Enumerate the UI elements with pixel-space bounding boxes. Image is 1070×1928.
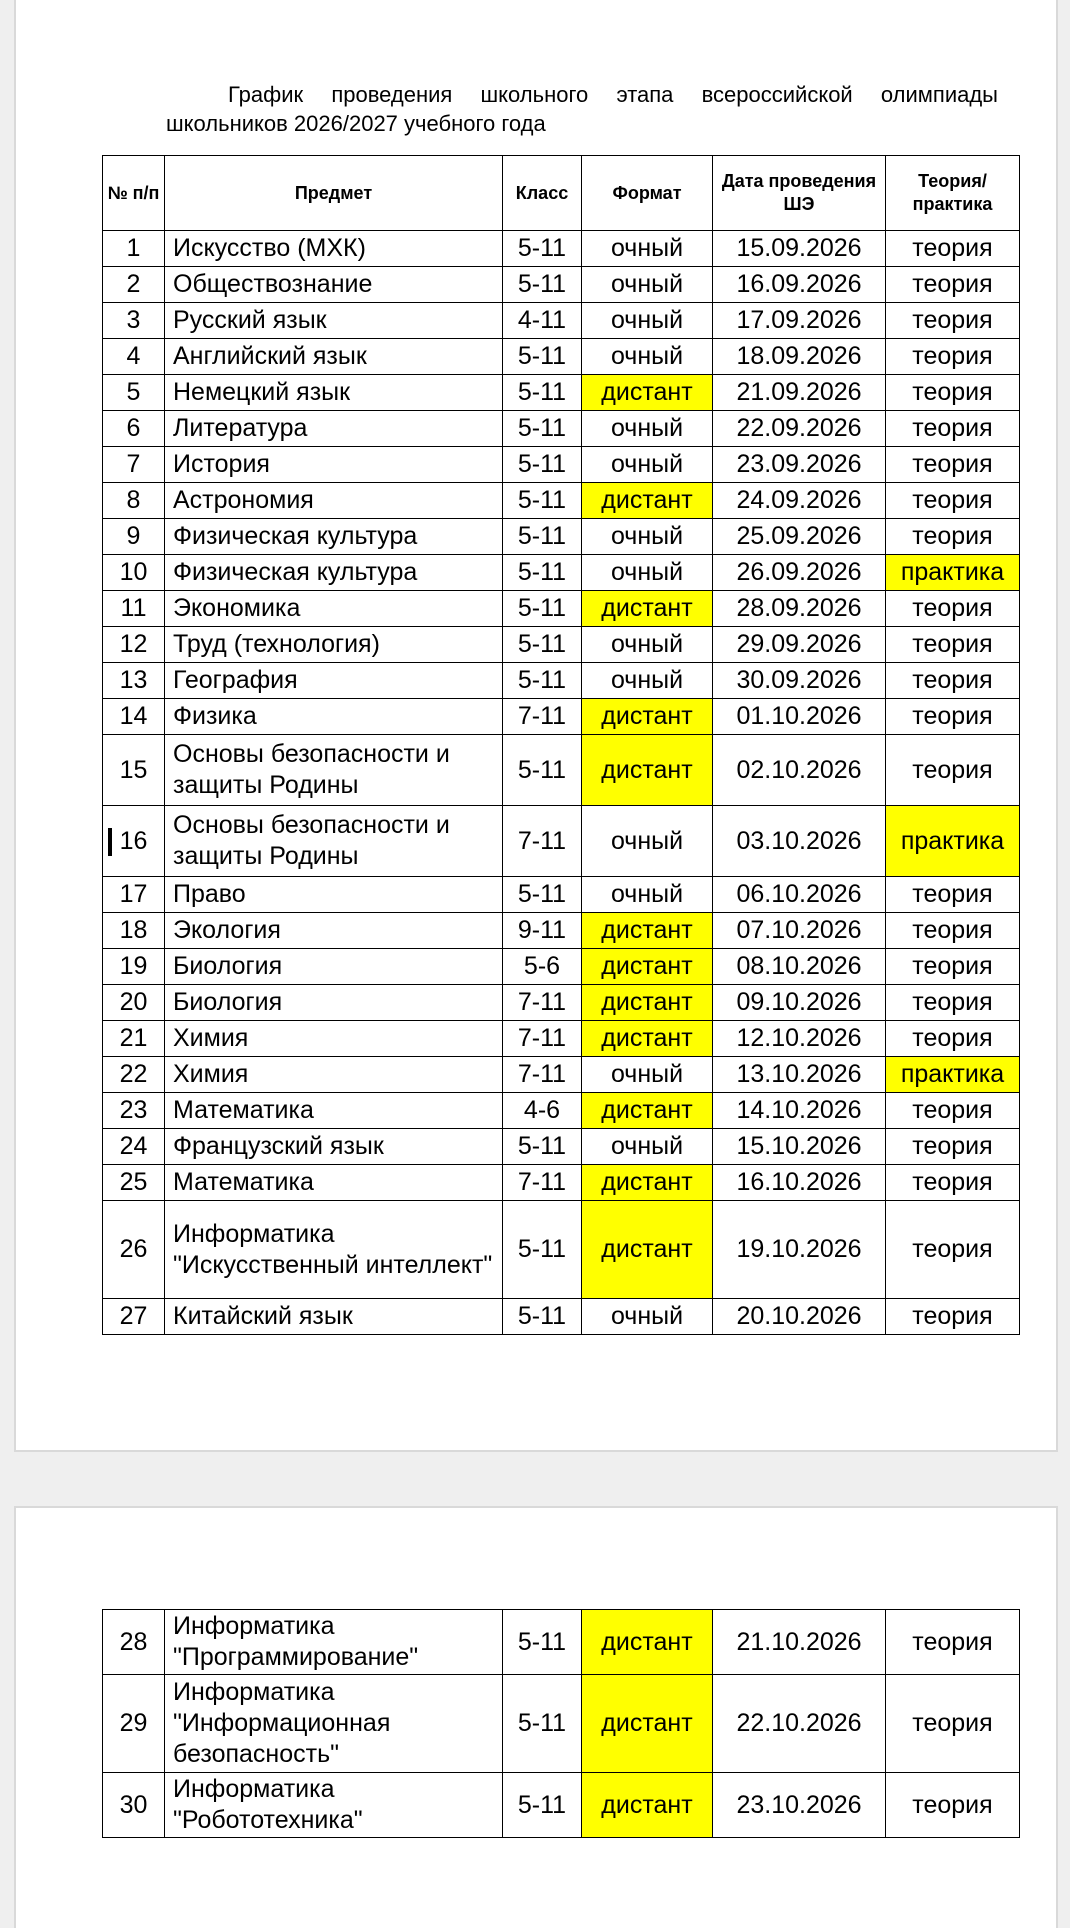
cell-date: 03.10.2026 — [713, 806, 886, 877]
cell-type: теория — [886, 1093, 1020, 1129]
cell-subject: Информатика "Искусственный интеллект" — [165, 1201, 503, 1299]
cell-format: очный — [582, 877, 713, 913]
cell-num: 6 — [103, 411, 165, 447]
cell-subject: Основы безопасности и защиты Родины — [165, 735, 503, 806]
cell-grade: 7-11 — [503, 806, 582, 877]
cell-format: очный — [582, 231, 713, 267]
table-body — [103, 1610, 1020, 1838]
cell-date: 01.10.2026 — [713, 699, 886, 735]
cell-format: очный — [582, 1299, 713, 1335]
table-row — [103, 1675, 1020, 1773]
cell-grade: 7-11 — [503, 985, 582, 1021]
cell-num: 28 — [103, 1610, 165, 1675]
cell-num: 5 — [103, 375, 165, 411]
cell-date: 30.09.2026 — [713, 663, 886, 699]
cell-subject: Немецкий язык — [165, 375, 503, 411]
cell-format: дистант — [582, 913, 713, 949]
cell-type: теория — [886, 663, 1020, 699]
table-row — [103, 1129, 1020, 1165]
cell-format: дистант — [582, 699, 713, 735]
cell-format: дистант — [582, 735, 713, 806]
cell-type: теория — [886, 1201, 1020, 1299]
cell-format: дистант — [582, 1610, 713, 1675]
cell-num: 21 — [103, 1021, 165, 1057]
cell-date: 23.10.2026 — [713, 1773, 886, 1838]
cell-grade: 5-11 — [503, 519, 582, 555]
cell-date: 22.09.2026 — [713, 411, 886, 447]
table-row — [103, 555, 1020, 591]
cell-num: 2 — [103, 267, 165, 303]
cell-type: теория — [886, 985, 1020, 1021]
cell-date: 21.10.2026 — [713, 1610, 886, 1675]
table-row — [103, 591, 1020, 627]
table-row — [103, 949, 1020, 985]
cell-grade: 5-6 — [503, 949, 582, 985]
header-subject: Предмет — [165, 156, 503, 231]
cell-format: очный — [582, 411, 713, 447]
cell-type: теория — [886, 375, 1020, 411]
table-row — [103, 1093, 1020, 1129]
cell-grade: 5-11 — [503, 877, 582, 913]
cell-num: 29 — [103, 1675, 165, 1773]
cell-type: практика — [886, 555, 1020, 591]
cell-format: дистант — [582, 1773, 713, 1838]
schedule-table-continued — [102, 1609, 1020, 1838]
cell-date: 20.10.2026 — [713, 1299, 886, 1335]
cell-format: дистант — [582, 1201, 713, 1299]
cell-date: 14.10.2026 — [713, 1093, 886, 1129]
cell-format: дистант — [582, 985, 713, 1021]
cell-grade: 5-11 — [503, 1299, 582, 1335]
cell-type: теория — [886, 913, 1020, 949]
schedule-table — [102, 155, 1020, 1335]
cell-date: 23.09.2026 — [713, 447, 886, 483]
cell-format: очный — [582, 519, 713, 555]
cell-format: очный — [582, 663, 713, 699]
cell-subject: Математика — [165, 1165, 503, 1201]
cell-grade: 7-11 — [503, 1021, 582, 1057]
cell-subject: Информатика "Информационная безопасность" — [165, 1675, 503, 1773]
cell-format: дистант — [582, 949, 713, 985]
cell-num: 13 — [103, 663, 165, 699]
cell-date: 17.09.2026 — [713, 303, 886, 339]
cell-subject: Биология — [165, 985, 503, 1021]
cell-grade: 4-11 — [503, 303, 582, 339]
cell-subject: Химия — [165, 1021, 503, 1057]
cell-format: очный — [582, 303, 713, 339]
document-page-1 — [16, 0, 1056, 1450]
cell-grade: 5-11 — [503, 555, 582, 591]
table-row — [103, 663, 1020, 699]
table-row — [103, 303, 1020, 339]
text-cursor — [108, 828, 112, 856]
cell-type: теория — [886, 627, 1020, 663]
table-row — [103, 877, 1020, 913]
cell-num: 20 — [103, 985, 165, 1021]
cell-grade: 4-6 — [503, 1093, 582, 1129]
table-row — [103, 985, 1020, 1021]
table-row — [103, 339, 1020, 375]
table-row — [103, 231, 1020, 267]
cell-type: теория — [886, 877, 1020, 913]
cell-grade: 5-11 — [503, 1201, 582, 1299]
cell-format: дистант — [582, 1165, 713, 1201]
cell-num: 24 — [103, 1129, 165, 1165]
cell-format: очный — [582, 627, 713, 663]
cell-num: 19 — [103, 949, 165, 985]
cell-format: очный — [582, 1129, 713, 1165]
cell-type: теория — [886, 411, 1020, 447]
cell-type: теория — [886, 267, 1020, 303]
cell-type: теория — [886, 1675, 1020, 1773]
cell-num: 23 — [103, 1093, 165, 1129]
cell-date: 16.10.2026 — [713, 1165, 886, 1201]
cell-date: 18.09.2026 — [713, 339, 886, 375]
cell-subject: Литература — [165, 411, 503, 447]
table-row — [103, 1057, 1020, 1093]
cell-subject: Искусство (МХК) — [165, 231, 503, 267]
cell-grade: 5-11 — [503, 591, 582, 627]
cell-num: 11 — [103, 591, 165, 627]
cell-type: практика — [886, 1057, 1020, 1093]
cell-grade: 5-11 — [503, 1773, 582, 1838]
table-row — [103, 375, 1020, 411]
cell-type: теория — [886, 339, 1020, 375]
cell-num: 8 — [103, 483, 165, 519]
cell-subject: Экономика — [165, 591, 503, 627]
cell-format: дистант — [582, 591, 713, 627]
table-row — [103, 1610, 1020, 1675]
table-row — [103, 519, 1020, 555]
cell-date: 25.09.2026 — [713, 519, 886, 555]
cell-type: практика — [886, 806, 1020, 877]
table-row — [103, 806, 1020, 877]
cell-format: очный — [582, 555, 713, 591]
cell-num: 10 — [103, 555, 165, 591]
cell-date: 13.10.2026 — [713, 1057, 886, 1093]
cell-format: очный — [582, 1057, 713, 1093]
header-type: Теория/ практика — [886, 156, 1020, 231]
cell-date: 28.09.2026 — [713, 591, 886, 627]
cell-type: теория — [886, 1610, 1020, 1675]
cell-subject: Физическая культура — [165, 555, 503, 591]
cell-date: 15.09.2026 — [713, 231, 886, 267]
cell-grade: 7-11 — [503, 699, 582, 735]
cell-subject: Астрономия — [165, 483, 503, 519]
cell-date: 08.10.2026 — [713, 949, 886, 985]
cell-grade: 7-11 — [503, 1057, 582, 1093]
cell-format: очный — [582, 806, 713, 877]
cell-type: теория — [886, 1129, 1020, 1165]
cell-subject: Биология — [165, 949, 503, 985]
cell-subject: Труд (технология) — [165, 627, 503, 663]
cell-subject: Физика — [165, 699, 503, 735]
cell-format: дистант — [582, 1675, 713, 1773]
table-row — [103, 1773, 1020, 1838]
cell-type: теория — [886, 699, 1020, 735]
cell-type: теория — [886, 949, 1020, 985]
cell-format: дистант — [582, 1093, 713, 1129]
cell-subject: Экология — [165, 913, 503, 949]
table-body — [103, 231, 1020, 1335]
header-num: № п/п — [103, 156, 165, 231]
cell-subject: История — [165, 447, 503, 483]
cell-date: 26.09.2026 — [713, 555, 886, 591]
table-row — [103, 411, 1020, 447]
cell-grade: 5-11 — [503, 375, 582, 411]
cell-num: 1 — [103, 231, 165, 267]
cell-date: 22.10.2026 — [713, 1675, 886, 1773]
cell-grade: 5-11 — [503, 447, 582, 483]
table-row — [103, 1165, 1020, 1201]
cell-type: теория — [886, 303, 1020, 339]
cell-format: очный — [582, 267, 713, 303]
cell-num: 4 — [103, 339, 165, 375]
cell-grade: 5-11 — [503, 339, 582, 375]
header-grade: Класс — [503, 156, 582, 231]
cell-date: 02.10.2026 — [713, 735, 886, 806]
cell-date: 29.09.2026 — [713, 627, 886, 663]
cell-format: дистант — [582, 375, 713, 411]
cell-type: теория — [886, 591, 1020, 627]
cell-format: дистант — [582, 483, 713, 519]
cell-date: 19.10.2026 — [713, 1201, 886, 1299]
header-date: Дата проведения ШЭ — [713, 156, 886, 231]
table-row — [103, 913, 1020, 949]
table-row — [103, 1299, 1020, 1335]
cell-date: 21.09.2026 — [713, 375, 886, 411]
cell-subject: Китайский язык — [165, 1299, 503, 1335]
table-row — [103, 1201, 1020, 1299]
cell-type: теория — [886, 1773, 1020, 1838]
cell-grade: 7-11 — [503, 1165, 582, 1201]
cell-grade: 5-11 — [503, 735, 582, 806]
table-row — [103, 447, 1020, 483]
table-row — [103, 735, 1020, 806]
cell-type: теория — [886, 231, 1020, 267]
cell-num: 17 — [103, 877, 165, 913]
cell-grade: 5-11 — [503, 627, 582, 663]
cell-num: 9 — [103, 519, 165, 555]
cell-subject: Основы безопасности и защиты Родины — [165, 806, 503, 877]
cell-subject: Право — [165, 877, 503, 913]
cell-grade: 5-11 — [503, 1610, 582, 1675]
document-page-2 — [16, 1508, 1056, 1928]
cell-grade: 9-11 — [503, 913, 582, 949]
cell-num: 3 — [103, 303, 165, 339]
cell-format: очный — [582, 447, 713, 483]
cell-subject: Информатика "Робототехника" — [165, 1773, 503, 1838]
cell-num: 30 — [103, 1773, 165, 1838]
cell-subject: Французский язык — [165, 1129, 503, 1165]
cell-num: 27 — [103, 1299, 165, 1335]
cell-type: теория — [886, 735, 1020, 806]
cell-subject: Информатика "Программирование" — [165, 1610, 503, 1675]
cell-num: 12 — [103, 627, 165, 663]
cell-grade: 5-11 — [503, 1129, 582, 1165]
cell-subject: Обществознание — [165, 267, 503, 303]
cell-type: теория — [886, 1165, 1020, 1201]
cell-date: 06.10.2026 — [713, 877, 886, 913]
cell-subject: Математика — [165, 1093, 503, 1129]
cell-type: теория — [886, 519, 1020, 555]
cell-grade: 5-11 — [503, 231, 582, 267]
table-row — [103, 483, 1020, 519]
cell-type: теория — [886, 483, 1020, 519]
cell-subject: Английский язык — [165, 339, 503, 375]
cell-format: дистант — [582, 1021, 713, 1057]
cell-subject: География — [165, 663, 503, 699]
cell-subject: Физическая культура — [165, 519, 503, 555]
cell-subject: Русский язык — [165, 303, 503, 339]
cell-type: теория — [886, 1021, 1020, 1057]
table-row — [103, 267, 1020, 303]
cell-date: 24.09.2026 — [713, 483, 886, 519]
document-title: График проведения школьного этапа всероссийской олимпиады школьников 2026/2027 учебного года — [166, 82, 998, 136]
cell-num: 16 — [103, 806, 165, 877]
cell-subject: Химия — [165, 1057, 503, 1093]
cell-num: 25 — [103, 1165, 165, 1201]
cell-date: 15.10.2026 — [713, 1129, 886, 1165]
cell-date: 09.10.2026 — [713, 985, 886, 1021]
cell-format: очный — [582, 339, 713, 375]
cell-grade: 5-11 — [503, 483, 582, 519]
cell-num: 7 — [103, 447, 165, 483]
cell-date: 12.10.2026 — [713, 1021, 886, 1057]
table-row — [103, 627, 1020, 663]
cell-grade: 5-11 — [503, 267, 582, 303]
cell-type: теория — [886, 1299, 1020, 1335]
cell-num: 14 — [103, 699, 165, 735]
header-format: Формат — [582, 156, 713, 231]
cell-type: теория — [886, 447, 1020, 483]
cell-grade: 5-11 — [503, 1675, 582, 1773]
cell-num: 18 — [103, 913, 165, 949]
cell-grade: 5-11 — [503, 411, 582, 447]
cell-num: 26 — [103, 1201, 165, 1299]
cell-grade: 5-11 — [503, 663, 582, 699]
table-row — [103, 699, 1020, 735]
cell-date: 07.10.2026 — [713, 913, 886, 949]
table-row — [103, 1021, 1020, 1057]
table-header-row — [103, 156, 1020, 231]
cell-date: 16.09.2026 — [713, 267, 886, 303]
cell-num: 15 — [103, 735, 165, 806]
cell-num: 22 — [103, 1057, 165, 1093]
